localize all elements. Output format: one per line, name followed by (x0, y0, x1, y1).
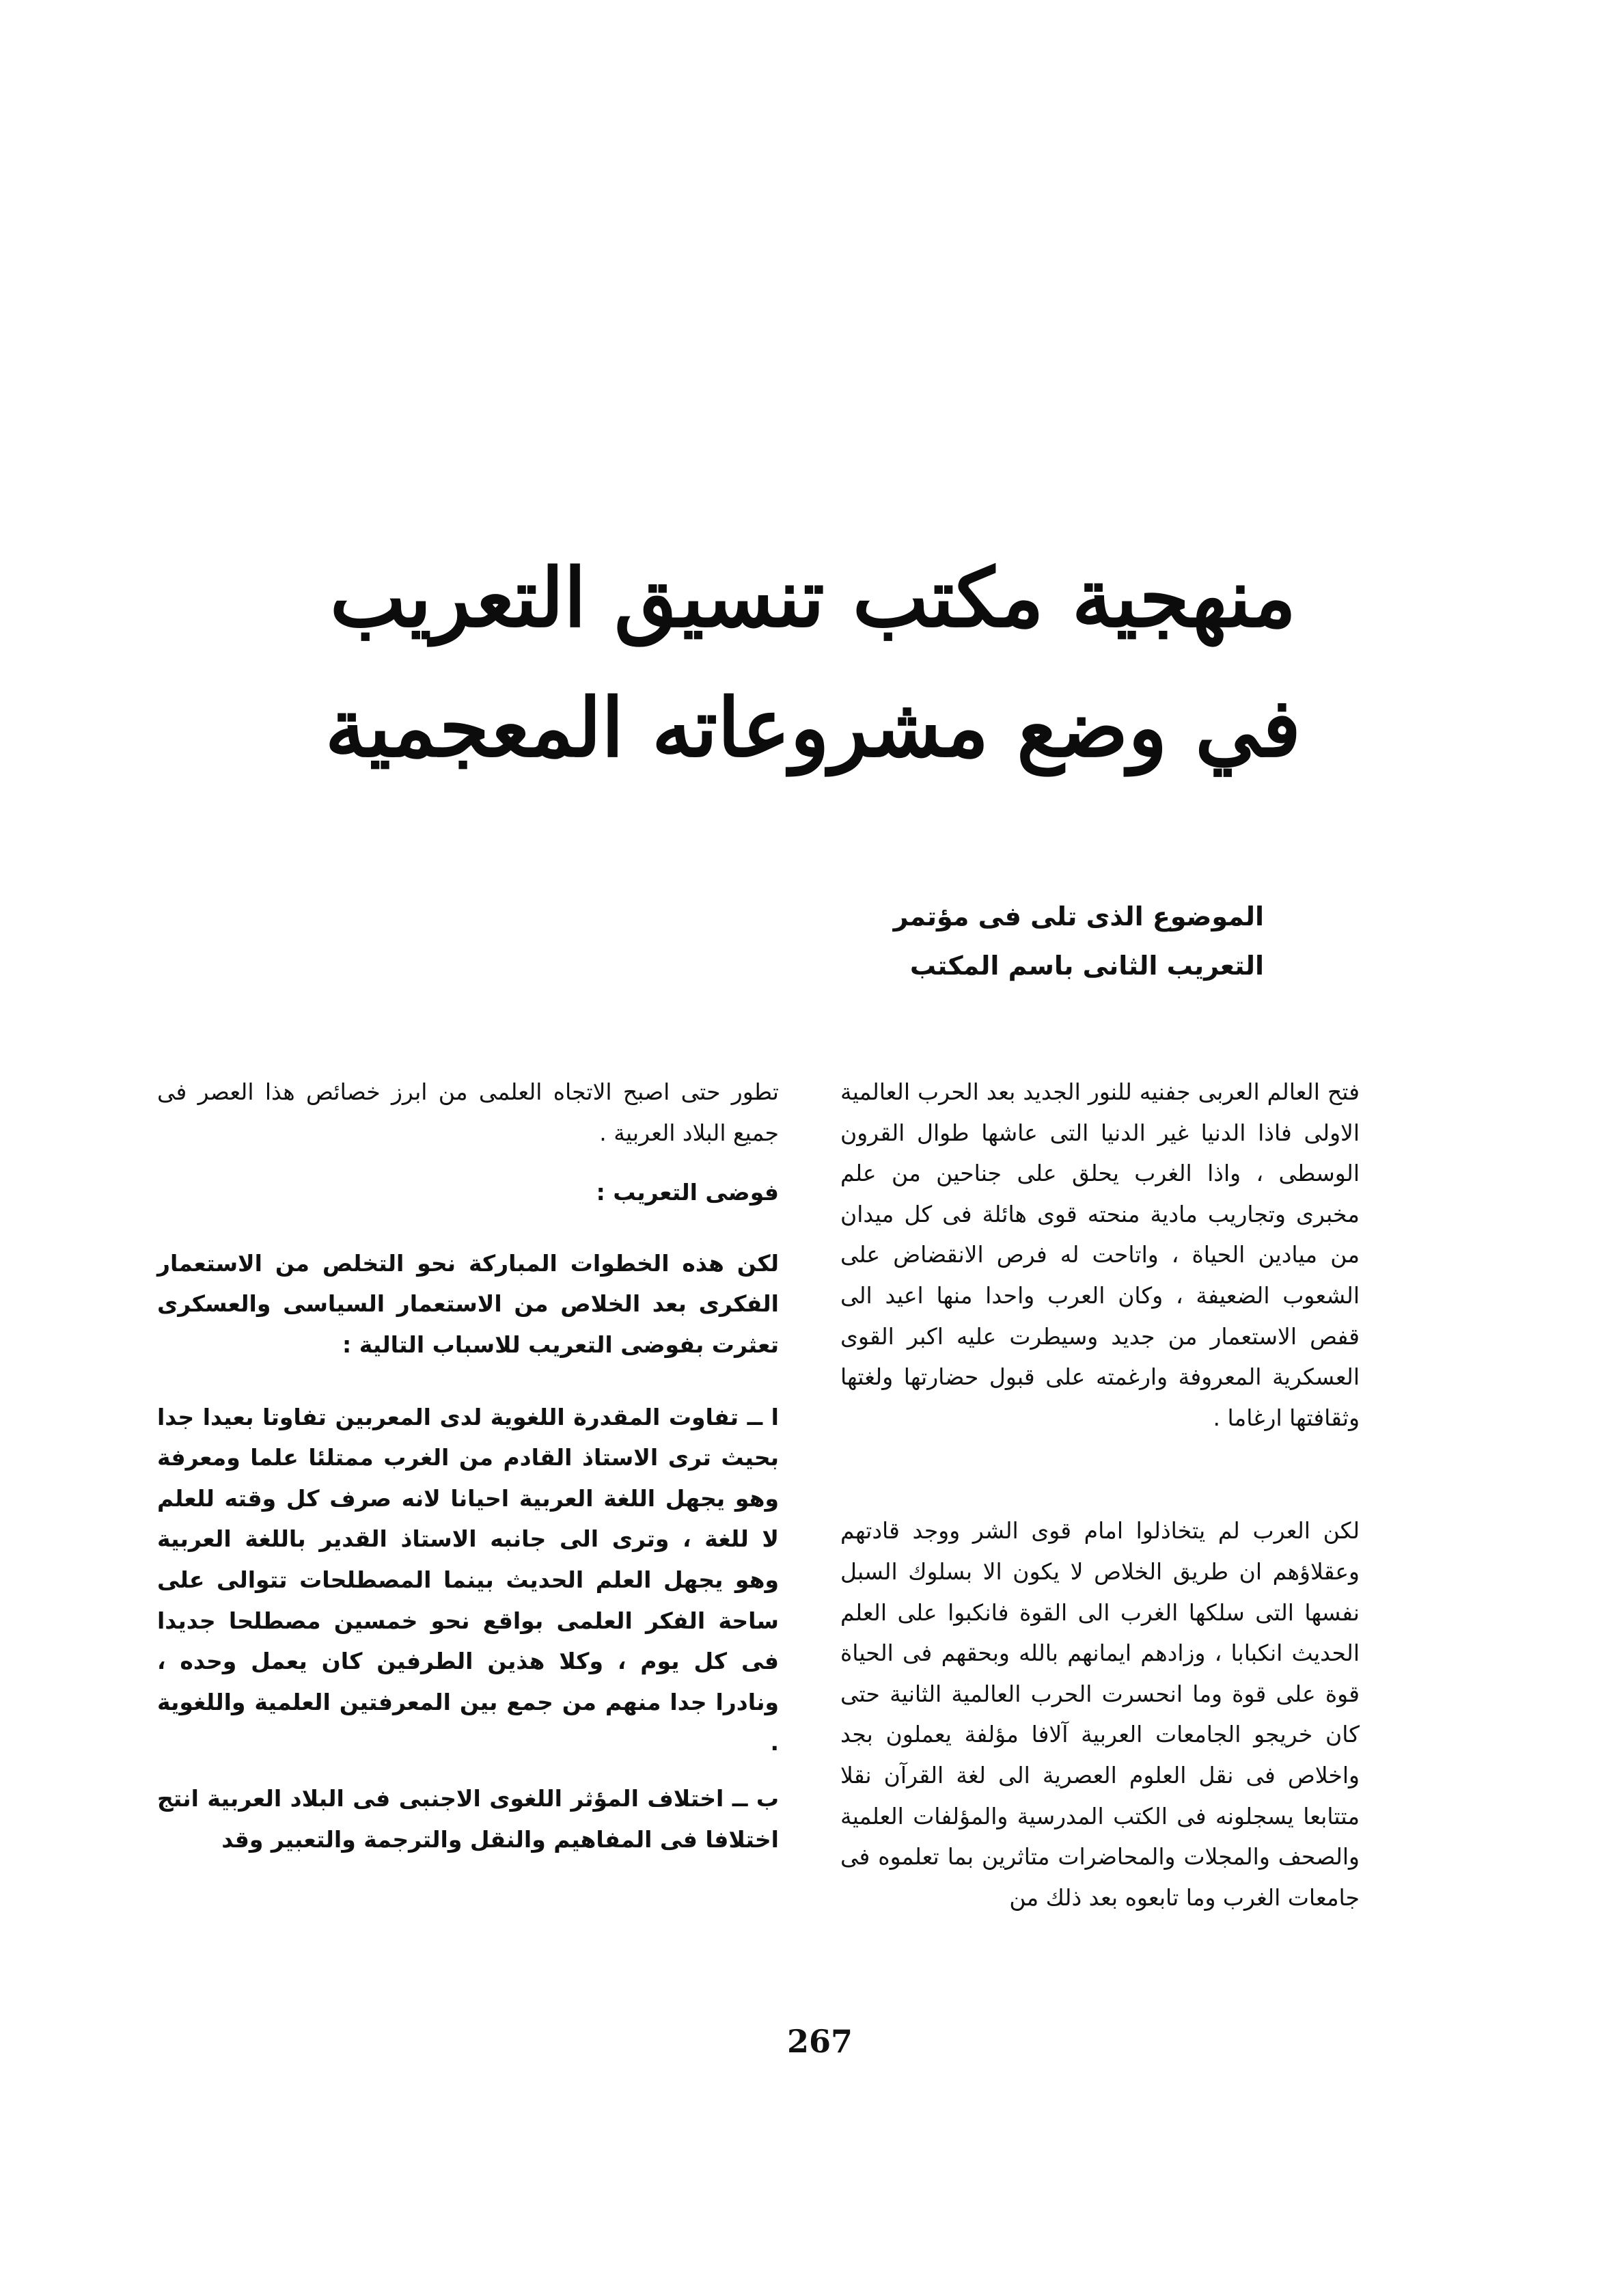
section-heading: فوضى التعريب : (596, 1179, 779, 1206)
subtitle-line-1: الموضوع الذى تلى فى مؤتمر (893, 901, 1264, 932)
page-number: 267 (786, 2023, 853, 2060)
point-a: ا ــ تفاوت المقدرة اللغوية لدى المعربين تفاوتا بعيدا جدا بحيث ترى الاستاذ القادم من الغرب ممتلئا علما ومعرفة وهو يجهل اللغة العربية احيانا لانه صرف كل وقته للعلم لا للغة ، وترى الى جانبه الاستاذ القدير باللغة العربية وهو يجهل العلم الحديث بينما المصطلحات تتوالى على ساحة الفكر العلمى بواقع نحو خمسين مصطلحا جديدا فى كل يوم ، وكلا هذين الطرفين كان يعمل وحده ، ونادرا جدا منهم من جمع بين المعرفتين العلمية واللغوية . (157, 1403, 779, 1756)
subtitle-line-2: التعريب الثانى باسم المكتب (909, 951, 1264, 981)
left-paragraph-2: لكن هذه الخطوات المباركة نحو التخلص من الاستعمار الفكرى بعد الخلاص من الاستعمار السياسى والعسكرى تعثرت بفوضى التعريب للاسباب التالية : (157, 1249, 779, 1358)
left-paragraph-1: تطور حتى اصبح الاتجاه العلمى من ابرز خصائص هذا العصر فى جميع البلاد العربية . (157, 1078, 779, 1146)
article-subtitle (717, 892, 1264, 990)
article-title (246, 533, 1380, 793)
title-line-1: منهجية مكتب تنسيق التعريب (329, 550, 1297, 645)
right-paragraph-1: فتح العالم العربى جفنيه للنور الجديد بعد الحرب العالمية الاولى فاذا الدنيا غير الدنيا التى عاشها طوال القرون الوسطى ، واذا الغرب يحلق على جناحين من علم مخبرى وتجاريب مادية منحته قوى هائلة فى كل ميدان من ميادين الحياة ، واتاحت له فرص الانقضاض على الشعوب الضعيفة ، وكان العرب واحدا منها اعيد الى قفص الاستعمار من جديد وسيطرت عليه اكبر القوى العسكرية المعروفة وارغمته على قبول حضارتها ولغتها وثقافتها ارغاما . (840, 1078, 1360, 1431)
right-paragraph-2: لكن العرب لم يتخاذلوا امام قوى الشر ووجد قادتهم وعقلاؤهم ان طريق الخلاص لا يكون الا بسلوك السبل نفسها التى سلكها الغرب الى القوة فانكبوا على العلم الحديث انكبابا ، وزادهم ايمانهم بالله وبحقهم فى الحياة قوة على قوة وما انحسرت الحرب العالمية الثانية حتى كان خريجو الجامعات العربية آلافا مؤلفة يعملون بجد واخلاص فى نقل العلوم العصرية الى لغة القرآن نقلا متتابعا يسجلونه فى الكتب المدرسية والمؤلفات العلمية والصحف والمجلات والمحاضرات متاثرين بما تعلموه فى جامعات الغرب وما تابعوه بعد ذلك من (840, 1517, 1360, 1911)
title-line-2: في وضع مشروعاته المعجمية (325, 680, 1302, 775)
point-b: ب ــ اختلاف المؤثر اللغوى الاجنبى فى البلاد العربية انتج اختلافا فى المفاهيم والنقل والترجمة والتعبير وقد (157, 1784, 779, 1853)
left-text-column (157, 1072, 779, 1860)
right-text-column (840, 1072, 1360, 1918)
